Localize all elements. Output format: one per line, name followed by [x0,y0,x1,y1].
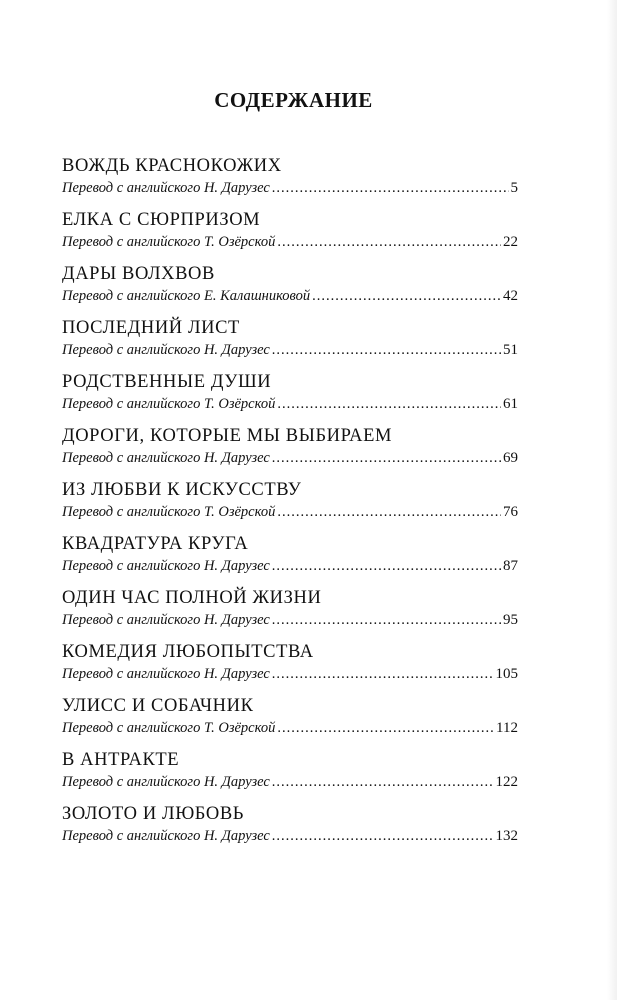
translation-line [62,556,518,576]
translator-credit: Перевод с английского Н. Дарузес [62,558,270,574]
toc-entry[interactable] [62,155,518,209]
translation-line [62,340,518,360]
page-title: СОДЕРЖАНИЕ [214,88,373,112]
story-title: ВОЖДЬ КРАСНОКОЖИХ [62,156,282,176]
page-number: 112 [496,720,518,736]
story-title: ЗОЛОТО И ЛЮБОВЬ [62,804,245,824]
story-title: ЕЛКА С СЮРПРИЗОМ [62,210,261,230]
translation-line [62,178,518,198]
dot-leader [277,502,501,522]
translator-credit: Перевод с английского Н. Дарузес [62,450,270,466]
toc-entry[interactable] [62,641,518,695]
page-number: 5 [510,180,518,196]
story-title: РОДСТВЕННЫЕ ДУШИ [62,372,272,392]
dot-leader [272,664,494,684]
translator-credit: Перевод с английского Н. Дарузес [62,774,270,790]
translator-credit: Перевод с английского Н. Дарузес [62,666,270,682]
toc-entry[interactable] [62,803,518,857]
page-edge [607,0,617,1000]
translation-line [62,664,518,684]
translator-credit: Перевод с английского Н. Дарузес [62,828,270,844]
translation-line [62,826,518,846]
story-title: ОДИН ЧАС ПОЛНОЙ ЖИЗНИ [62,588,322,608]
translator-credit: Перевод с английского Н. Дарузес [62,612,270,628]
page-number: 87 [503,558,518,574]
translation-line [62,286,518,306]
toc-entry[interactable] [62,425,518,479]
toc-entry[interactable] [62,209,518,263]
translation-line [62,502,518,522]
dot-leader [272,556,501,576]
dot-leader [277,232,501,252]
page-number: 51 [503,342,518,358]
dot-leader [312,286,501,306]
page-number: 132 [495,828,518,844]
translator-credit: Перевод с английского Т. Озёрской [62,234,276,250]
story-title: В АНТРАКТЕ [62,750,180,770]
page-number: 122 [495,774,518,790]
translation-line [62,448,518,468]
translation-line [62,610,518,630]
dot-leader [272,826,494,846]
dot-leader [272,178,509,198]
story-title: ИЗ ЛЮБВИ К ИСКУССТВУ [62,480,302,500]
translation-line [62,772,518,792]
toc-entry[interactable] [62,587,518,641]
translator-credit: Перевод с английского Н. Дарузес [62,342,270,358]
page-number: 76 [503,504,518,520]
translation-line [62,394,518,414]
toc-entry[interactable] [62,317,518,371]
translation-line [62,718,518,738]
dot-leader [277,394,501,414]
translator-credit: Перевод с английского Е. Калашниковой [62,288,311,304]
story-title: ПОСЛЕДНИЙ ЛИСТ [62,318,240,338]
toc-entry[interactable] [62,479,518,533]
table-of-contents [62,155,518,857]
translator-credit: Перевод с английского Т. Озёрской [62,504,276,520]
dot-leader [277,718,494,738]
dot-leader [272,610,501,630]
page-number: 61 [503,396,518,412]
toc-entry[interactable] [62,695,518,749]
story-title: ДОРОГИ, КОТОРЫЕ МЫ ВЫБИРАЕМ [62,426,393,446]
dot-leader [272,448,501,468]
page-number: 105 [495,666,518,682]
page-number: 95 [503,612,518,628]
page-number: 69 [503,450,518,466]
toc-entry[interactable] [62,749,518,803]
toc-entry[interactable] [62,263,518,317]
translator-credit: Перевод с английского Т. Озёрской [62,396,276,412]
toc-entry[interactable] [62,371,518,425]
story-title: ДАРЫ ВОЛХВОВ [62,264,215,284]
page-number: 42 [503,288,518,304]
translation-line [62,232,518,252]
translator-credit: Перевод с английского Т. Озёрской [62,720,276,736]
story-title: КВАДРАТУРА КРУГА [62,534,249,554]
page-number: 22 [503,234,518,250]
story-title: УЛИСС И СОБАЧНИК [62,696,254,716]
dot-leader [272,772,494,792]
translator-credit: Перевод с английского Н. Дарузес [62,180,270,196]
toc-entry[interactable] [62,533,518,587]
dot-leader [272,340,501,360]
story-title: КОМЕДИЯ ЛЮБОПЫТСТВА [62,642,314,662]
